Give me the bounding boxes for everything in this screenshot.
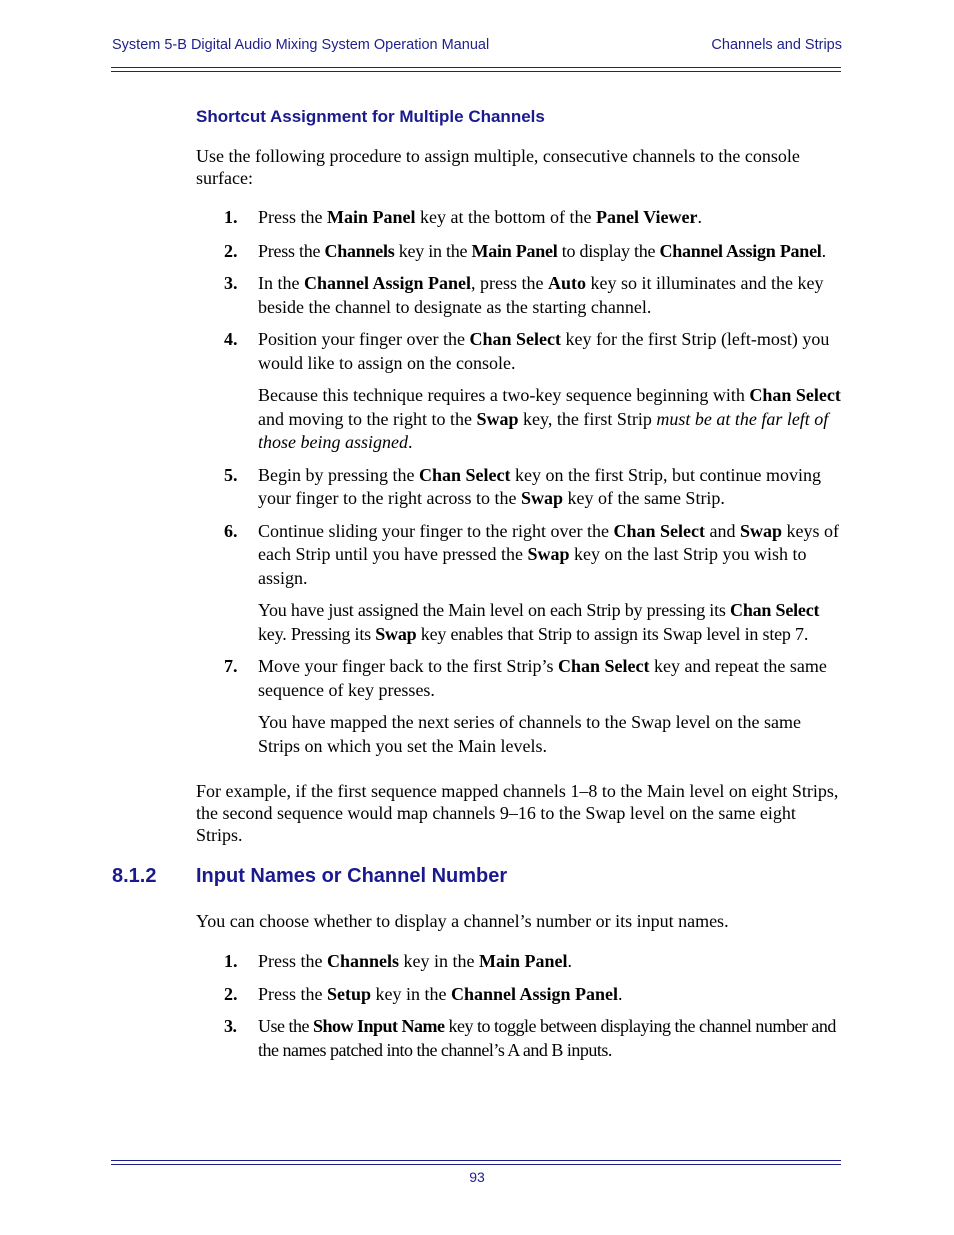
text-run: to display the — [557, 240, 660, 261]
text-run: In the — [258, 273, 304, 293]
page-body — [196, 106, 842, 846]
text-run: Because this technique requires a two-key sequence beginning with — [258, 385, 750, 405]
bold-term: Chan Select — [613, 520, 705, 541]
text-run: key, the first Strip — [518, 408, 657, 429]
header-rule-bottom — [111, 71, 841, 72]
step-item — [196, 655, 842, 702]
step-note — [196, 711, 842, 758]
text-run: , press the — [471, 273, 549, 293]
step-note — [196, 599, 842, 646]
text-run: Press the — [258, 207, 327, 227]
bold-term: Chan Select — [469, 329, 561, 349]
step-number: 6. — [224, 520, 238, 541]
text-run: and moving to the right to the — [258, 408, 477, 429]
text-run: key on the first Strip, but continue moving your finger to the right across to the — [258, 464, 821, 508]
bold-term: Swap — [520, 488, 563, 508]
text-run: key for the first Strip (left-most) you would like to assign on the console. — [258, 329, 830, 373]
text-run: You have just assigned the Main level on each Strip by pressing its — [258, 600, 731, 620]
step-number: 5. — [224, 464, 238, 485]
page-number: 93 — [469, 1169, 485, 1185]
text-run: . — [618, 983, 623, 1004]
step-text — [258, 984, 623, 1004]
text-run: Press the — [258, 983, 327, 1004]
text-run: and — [704, 520, 740, 541]
step-item — [196, 240, 842, 264]
step-number: 2. — [224, 983, 238, 1004]
text-run: Continue sliding your finger to the right over the — [258, 520, 614, 541]
step-item — [196, 1015, 842, 1062]
section-intro: You can choose whether to display a channel’s number or its input names. — [196, 911, 729, 931]
text-run: Position your finger over the — [258, 329, 470, 349]
text-run: Press the — [258, 951, 327, 971]
text-run: key of the same Strip. — [562, 488, 725, 508]
shortcut-steps — [196, 206, 842, 758]
step-text — [258, 273, 824, 317]
step-number: 1. — [224, 951, 238, 971]
text-run: . — [821, 240, 826, 261]
bold-term: Channels — [327, 951, 400, 971]
step-number: 1. — [224, 207, 238, 227]
bold-term: Channels — [324, 240, 395, 261]
bold-term: Swap — [739, 520, 782, 541]
text-run: Use the — [258, 1016, 313, 1036]
bold-term: Chan Select — [730, 600, 820, 620]
step-item — [196, 950, 842, 974]
text-run: Press the — [258, 240, 325, 261]
bold-term: Show Input Name — [312, 1016, 445, 1036]
section-number: 8.1.2 — [112, 865, 157, 887]
step-text — [258, 207, 702, 227]
step-number: 7. — [224, 656, 238, 676]
bold-term: Channel Assign Panel — [303, 273, 472, 293]
step-note — [196, 384, 842, 455]
text-run: key. Pressing its — [258, 623, 376, 644]
subsection-heading: Shortcut Assignment for Multiple Channels — [196, 107, 545, 126]
text-run: . — [408, 432, 413, 452]
step-text — [258, 465, 821, 509]
bold-term: Chan Select — [557, 656, 650, 676]
text-run: key in the — [371, 983, 451, 1004]
emphasis-text: must be at the far left of those being assigned — [258, 408, 829, 452]
section-heading — [112, 864, 507, 888]
running-header-title: System 5-B Digital Audio Mixing System Operation Manual — [112, 37, 490, 53]
shortcut-intro: Use the following procedure to assign multiple, consecutive channels to the console surface: — [196, 146, 800, 188]
bold-term: Swap — [527, 544, 570, 564]
text-run: key and repeat the same sequence of key presses. — [258, 656, 827, 700]
step-item — [196, 464, 842, 511]
bold-term: Panel Viewer — [595, 207, 698, 227]
section-title: Input Names or Channel Number — [196, 865, 508, 887]
bold-term: Swap — [476, 408, 519, 429]
step-text — [258, 241, 826, 261]
step-item — [196, 983, 842, 1007]
bold-term: Chan Select — [418, 464, 511, 485]
text-run: key so it illuminates and the key beside the channel to designate as the starting channel. — [258, 273, 824, 317]
bold-term: Swap — [375, 623, 417, 644]
step-number: 3. — [224, 273, 238, 293]
text-run: key to toggle between displaying the channel number and the names patched into the channel’s A and B inputs. — [258, 1016, 836, 1060]
shortcut-example: For example, if the first sequence mapped channels 1–8 to the Main level on eight Strips, the second sequence would map channels 9–16 to the Swap level on the same eight Strips. — [196, 781, 839, 845]
text-run: key on the last Strip you wish to assign. — [258, 544, 807, 588]
text-run: You have mapped the next series of channels to the Swap level on the same Strips on which you set the Main levels. — [258, 712, 802, 756]
bold-term: Setup — [327, 983, 372, 1004]
section-body — [196, 910, 842, 1062]
text-run: key in the — [394, 240, 472, 261]
text-run: key enables that Strip to assign its Swap level in step 7. — [416, 623, 809, 644]
step-item — [196, 206, 842, 230]
step-number: 2. — [224, 240, 238, 261]
bold-term: Main Panel — [327, 207, 416, 227]
step-item — [196, 272, 842, 319]
bold-term: Main Panel — [471, 240, 558, 261]
bold-term: Chan Select — [749, 385, 841, 405]
bold-term: Main Panel — [479, 951, 568, 971]
text-run: Begin by pressing the — [258, 464, 419, 485]
bold-term: Auto — [548, 273, 587, 293]
step-number: 3. — [224, 1016, 237, 1036]
step-text — [258, 329, 829, 373]
text-run: . — [567, 951, 573, 971]
step-item — [196, 520, 842, 591]
bold-term: Channel Assign Panel — [659, 240, 822, 261]
text-run: key in the — [399, 951, 480, 971]
step-text — [258, 1016, 836, 1060]
text-run: Move your finger back to the first Strip’s — [258, 656, 558, 676]
step-text — [258, 656, 827, 700]
text-run: key at the bottom of the — [415, 207, 596, 227]
text-run: . — [697, 207, 702, 227]
running-header-section: Channels and Strips — [711, 37, 842, 53]
header-rule-top — [111, 67, 841, 68]
footer-rule-bottom — [111, 1164, 841, 1165]
bold-term: Channel Assign Panel — [451, 983, 619, 1004]
section-steps — [196, 950, 842, 1062]
step-item — [196, 328, 842, 375]
step-number: 4. — [224, 329, 238, 349]
step-text — [258, 951, 572, 971]
step-text — [258, 521, 839, 588]
text-run: keys of each Strip until you have pressed the — [258, 520, 839, 564]
footer-rule-top — [111, 1160, 841, 1161]
